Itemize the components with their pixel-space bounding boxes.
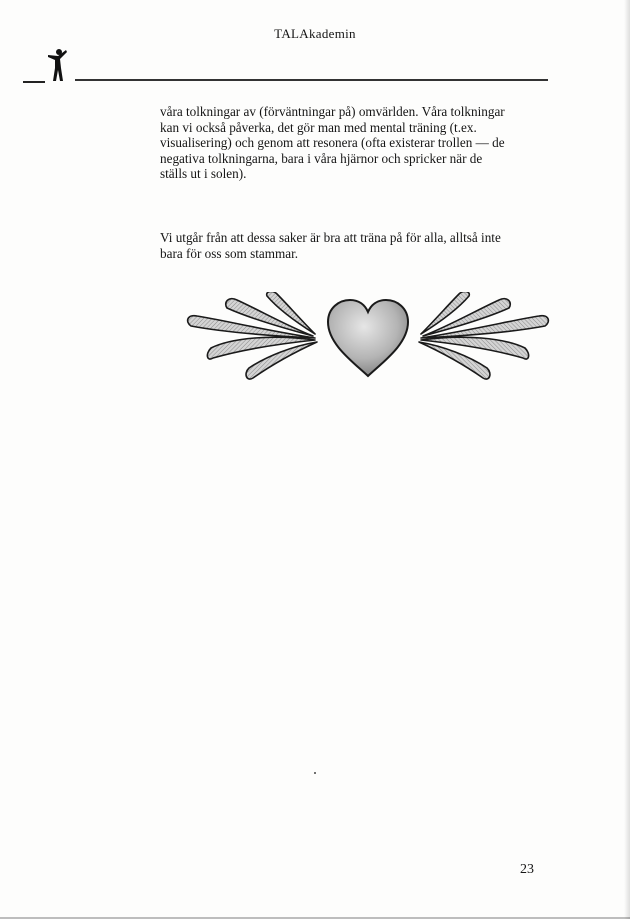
text-line: Vi utgår från att dessa saker är bra att träna på för alla, alltså inte <box>160 230 501 245</box>
page-edge-shadow <box>624 0 630 919</box>
text-line: bara för oss som stammar. <box>160 245 299 261</box>
running-header-title: TALAkademin <box>274 26 356 41</box>
heart-leaves-ornament-icon <box>183 292 553 384</box>
text-line: visualisering) och genom att resonera (ofta existerar trollen — de <box>160 135 505 151</box>
paragraph-1 <box>160 104 550 182</box>
header-left-dash <box>23 81 45 83</box>
header-rule <box>75 79 548 81</box>
text-line: kan vi också påverka, det gör man med mental träning (t.ex. <box>160 119 477 135</box>
text-line: våra tolkningar av (förväntningar på) omvärlden. Våra tolkningar <box>160 104 505 119</box>
text-line: negativa tolkningarna, bara i våra hjärnor och spricker när de <box>160 150 483 166</box>
pointing-figure-icon <box>44 46 70 82</box>
paragraph-2 <box>160 230 550 261</box>
scan-speck <box>314 772 316 774</box>
page-number: 23 <box>520 862 534 877</box>
text-line: ställs ut i solen). <box>160 166 247 182</box>
